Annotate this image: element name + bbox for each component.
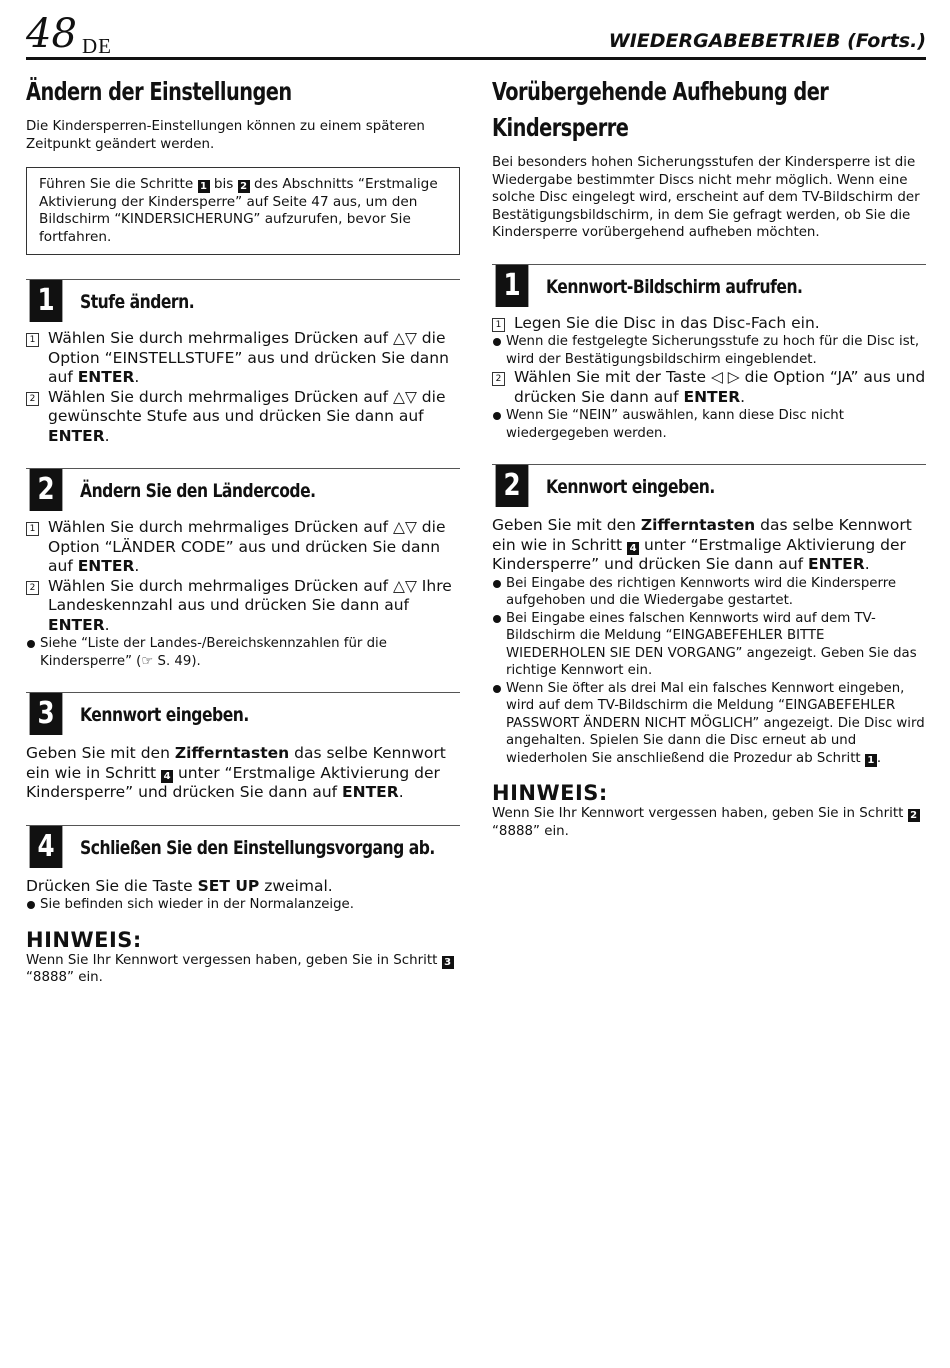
step-1-header — [492, 264, 926, 308]
bullet-note: Bei Eingabe des richtigen Kennworts wird die Kindersperre aufgehoben und die Wiedergabe gestartet. — [492, 575, 926, 610]
hinweis-block — [492, 781, 926, 840]
body-text: Wenn Sie öfter als drei Mal ein falsches Kennwort eingeben, wird auf dem TV-Bildschirm die Meldung “EINGABEFEHLER PASSWORT ÄNDERN NICHT MÖGLICH” angezeigt. Die Disc wird angehalten. Spielen Sie dann die Disc erneut ab und wiederholen Sie anschließend die Prozedur ab Schritt — [506, 680, 925, 766]
substep-mark: 2 — [26, 581, 39, 595]
step-ref-icon: 4 — [627, 542, 639, 555]
body-text: Drücken Sie die Taste — [26, 876, 198, 895]
step-ref-icon: 1 — [198, 180, 210, 193]
body-text: Wenn Sie Ihr Kennwort vergessen haben, geben Sie in Schritt — [26, 952, 442, 968]
step-title: Stufe ändern. — [80, 291, 195, 313]
substep — [26, 518, 460, 577]
step-number: 1 — [30, 280, 63, 322]
hinweis-title: HINWEIS: — [26, 927, 142, 952]
substep — [492, 314, 926, 334]
substep-mark: 2 — [492, 372, 505, 386]
step-number: 2 — [30, 469, 63, 511]
note-text: bis — [209, 176, 238, 192]
key-label: SET UP — [197, 876, 260, 895]
body-text: Wenn Sie Ihr Kennwort vergessen haben, geben Sie in Schritt — [492, 806, 908, 821]
step-title: Schließen Sie den Einstellungsvorgang ab. — [80, 836, 435, 859]
intro-text: Bei besonders hohen Sicherungsstufen der Kindersperre ist die Wiedergabe bestimmter Discs nicht mehr möglich. Wenn eine solche Disc eingelegt wird, erscheint auf dem TV-Bildschirm der Bestätigungsbildschirm, in dem Sie gefragt werden, ob Sie die Kindersperre vorübergehend aufheben möchten. — [492, 155, 920, 240]
key-label: ENTER — [48, 426, 105, 445]
key-label: ENTER — [77, 368, 135, 386]
bullet-note: Sie befinden sich wieder in der Normalanzeige. — [26, 896, 460, 914]
step-number: 4 — [30, 826, 63, 868]
step-number: 2 — [496, 465, 529, 507]
step-ref-icon: 4 — [161, 770, 173, 783]
note-text: Führen Sie die Schritte — [39, 176, 198, 192]
substep-text: Wählen Sie durch mehrmaliges Drücken auf △▽ die Option “EINSTELLSTUFE” aus und drücken Sie dann auf — [48, 329, 449, 386]
step-2-header — [26, 468, 460, 512]
page-language: DE — [82, 34, 112, 58]
step-4-text — [26, 877, 460, 897]
key-label: Zifferntasten — [640, 516, 756, 534]
step-1-header — [26, 279, 460, 323]
substep — [26, 329, 460, 388]
substep — [26, 388, 460, 447]
key-label: ENTER — [342, 783, 399, 801]
step-title: Kennwort-Bildschirm aufrufen. — [546, 275, 803, 298]
step-title: Kennwort eingeben. — [546, 476, 715, 498]
hinweis-text — [26, 952, 460, 987]
chapter-title: WIEDERGABEBETRIEB (Forts.) — [608, 30, 926, 52]
step-2-header — [492, 464, 926, 508]
bullet-note — [492, 680, 926, 768]
body-text: Geben Sie mit den — [26, 744, 175, 762]
page-header — [26, 11, 926, 60]
substep — [492, 368, 926, 407]
substep-text: . — [104, 426, 110, 445]
intro-text: Die Kindersperren-Einstellungen können zu einem späteren Zeitpunkt geändert werden. — [26, 119, 425, 152]
body-text: “8888” ein. — [26, 970, 103, 985]
left-column — [26, 74, 460, 987]
step-ref-icon: 3 — [442, 956, 454, 969]
step-number: 1 — [496, 265, 529, 307]
body-text: unter “Erstmalige Aktivierung der Kindersperre” und drücken Sie dann auf — [492, 535, 906, 573]
key-label: Zifferntasten — [174, 744, 290, 762]
bullet-note: Siehe “Liste der Landes-/Bereichskennzahlen für die Kindersperre” (☞ S. 49). — [26, 635, 460, 670]
step-3-text — [26, 744, 460, 803]
substep-text: . — [134, 368, 140, 386]
hinweis-title: HINWEIS: — [492, 781, 608, 805]
bullet-note: Wenn die festgelegte Sicherungsstufe zu hoch für die Disc ist, wird der Bestätigungsbildschirm eingeblendet. — [492, 333, 926, 368]
step-title: Kennwort eingeben. — [80, 704, 249, 726]
section-title-aendern: Ändern der Einstellungen — [26, 77, 292, 106]
hinweis-text — [492, 805, 926, 840]
bullet-note: Wenn Sie “NEIN” auswählen, kann diese Disc nicht wiedergegeben werden. — [492, 407, 926, 442]
body-text: Geben Sie mit den — [492, 516, 641, 534]
step-3-header — [26, 692, 460, 736]
substep-text: Wählen Sie durch mehrmaliges Drücken auf △▽ Ihre Landeskennzahl aus und drücken Sie dann auf — [48, 576, 452, 614]
substep-text: . — [740, 387, 746, 406]
step-ref-icon: 2 — [238, 180, 250, 193]
note-text: des Abschnitts “Erstmalige Aktivierung der Kindersperre” auf Seite 47 aus, um den Bildschirm “KINDERSICHERUNG” aufzurufen, bevor Sie fortfahren. — [39, 176, 438, 245]
body-text: das selbe Kennwort ein wie in Schritt — [26, 744, 446, 782]
substep-mark: 1 — [26, 333, 39, 347]
substep-mark: 1 — [492, 318, 505, 332]
bullet-note: Bei Eingabe eines falschen Kennworts wird auf dem TV-Bildschirm die Meldung “EINGABEFEHLER BITTE WIEDERHOLEN SIE DEN VORGANG” angezeigt. Geben Sie das richtige Kennwort ein. — [492, 610, 926, 680]
key-label: ENTER — [683, 387, 741, 406]
body-text: zweimal. — [259, 876, 333, 895]
substep-mark: 1 — [26, 522, 39, 536]
page-number: 48 — [26, 11, 77, 57]
right-column — [492, 74, 926, 840]
step-2-text — [492, 516, 926, 575]
body-text: unter “Erstmalige Aktivierung der Kindersperre” und drücken Sie dann auf — [26, 763, 440, 801]
substep-text: Wählen Sie durch mehrmaliges Drücken auf △▽ die Option “LÄNDER CODE” aus und drücken Sie dann auf — [48, 518, 446, 575]
hinweis-block — [26, 928, 460, 987]
substep-mark: 2 — [26, 392, 39, 406]
body-text: das selbe Kennwort ein wie in Schritt — [492, 516, 912, 554]
substep-text: . — [104, 615, 110, 634]
step-ref-icon: 2 — [908, 809, 920, 822]
substep-text: Legen Sie die Disc in das Disc-Fach ein. — [514, 313, 820, 332]
key-label: ENTER — [77, 557, 135, 575]
key-label: ENTER — [808, 555, 865, 573]
substep-text: Wählen Sie mit der Taste ◁ ▷ die Option “JA” aus und drücken Sie dann auf — [514, 368, 926, 406]
note-box — [26, 167, 460, 255]
body-text: . — [398, 783, 404, 801]
substep — [26, 577, 460, 636]
section-title-aufhebung: Vorübergehende Aufhebung der Kindersperre — [492, 77, 829, 142]
step-4-header — [26, 825, 460, 869]
step-ref-icon: 1 — [865, 754, 877, 767]
step-number: 3 — [30, 693, 63, 735]
substep-text: Wählen Sie durch mehrmaliges Drücken auf △▽ die gewünschte Stufe aus und drücken Sie dann auf — [48, 387, 446, 425]
body-text: . — [876, 750, 882, 766]
substep-text: . — [134, 557, 140, 575]
body-text: “8888” ein. — [492, 823, 569, 839]
body-text: . — [864, 555, 870, 573]
key-label: ENTER — [48, 615, 105, 634]
step-title: Ändern Sie den Ländercode. — [80, 480, 316, 502]
